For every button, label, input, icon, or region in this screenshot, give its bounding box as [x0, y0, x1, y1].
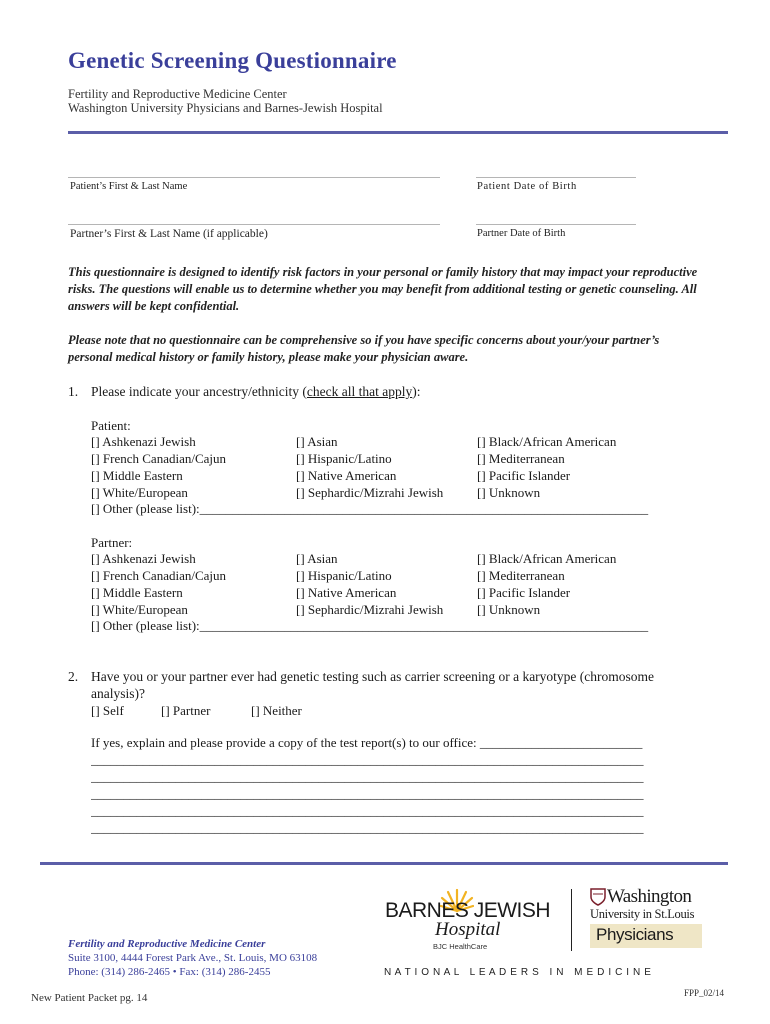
q1-patient-label: Patient: [91, 418, 131, 433]
checkbox-option[interactable]: [] Unknown [477, 485, 541, 500]
checkbox-option[interactable]: [] French Canadian/Cajun [91, 568, 227, 583]
q1-partner-col2 [296, 550, 443, 618]
checkbox-option[interactable]: [] Native American [296, 585, 397, 600]
q1-partner-col3 [477, 550, 616, 618]
q2-blank-line[interactable]: _____________________________________________________________________________________ [91, 769, 644, 784]
checkbox-option[interactable]: [] Unknown [477, 602, 541, 617]
q1-patient-other[interactable]: [] Other (please list):_____________________________________________________________________ [91, 501, 649, 516]
q1-text: Please indicate your ancestry/ethnicity (check all that apply): [91, 384, 421, 399]
checkbox-option[interactable]: [] Middle Eastern [91, 585, 183, 600]
intro-paragraph: This questionnaire is designed to identify risk factors in your personal or family history that may impact your reproductive risks. The questions will enable us to determine whether you may benefit from additional testing or genetic counseling. All answers will be kept confidential. [68, 265, 698, 313]
q1-patient-col3 [477, 433, 616, 501]
header-subtitle-1: Fertility and Reproductive Medicine Center [68, 87, 287, 101]
partner-dob-label: Partner Date of Birth [477, 228, 566, 239]
shield-icon [590, 888, 606, 906]
form-code: FPP_02/14 [684, 988, 725, 998]
checkbox-option[interactable]: [] Hispanic/Latino [296, 568, 392, 583]
checkbox-option[interactable]: [] Asian [296, 551, 338, 566]
washu-subtitle: University in St.Louis [590, 907, 695, 921]
header-subtitle-2: Washington University Physicians and Barnes-Jewish Hospital [68, 101, 383, 115]
q2-option-self[interactable]: [] Self [91, 703, 124, 718]
patient-name-label: Patient’s First & Last Name [70, 181, 188, 192]
partner-name-line[interactable] [68, 224, 440, 225]
q2-option-neither[interactable]: [] Neither [251, 703, 302, 718]
tagline: N A T I O N A L L E A D E R S I N M E D I C I N E [384, 967, 652, 978]
washu-wordmark: Washington [607, 886, 692, 907]
q2-text: Have you or your partner ever had genetic testing such as carrier screening or a karyotype (chromosome analysis)? [91, 669, 655, 701]
checkbox-option[interactable]: [] Asian [296, 434, 338, 449]
logo-divider [571, 889, 572, 951]
bjh-hospital: Hospital [435, 919, 501, 940]
footer-divider [40, 862, 728, 865]
footer-phone: Phone: (314) 286-2465 • Fax: (314) 286-2455 [68, 966, 271, 978]
checkbox-option[interactable]: [] Black/African American [477, 551, 617, 566]
checkbox-option[interactable]: [] French Canadian/Cajun [91, 451, 227, 466]
bjc-label: BJC HealthCare [433, 942, 488, 951]
checkbox-option[interactable]: [] White/European [91, 602, 188, 617]
q1-partner-label: Partner: [91, 535, 133, 550]
checkbox-option[interactable]: [] Sephardic/Mizrahi Jewish [296, 602, 444, 617]
q1-number: 1. [68, 384, 79, 399]
patient-name-line[interactable] [68, 177, 440, 178]
footer-org: Fertility and Reproductive Medicine Center [68, 938, 266, 950]
barnes-jewish-logo [385, 885, 555, 955]
page-title: Genetic Screening Questionnaire [68, 48, 397, 73]
q1-partner-col1 [91, 550, 226, 618]
q2-blank-line[interactable]: _____________________________________________________________________________________ [91, 803, 644, 818]
q2-explain[interactable]: If yes, explain and please provide a copy of the test report(s) to our office: _________________________ [91, 735, 643, 750]
checkbox-option[interactable]: [] Mediterranean [477, 451, 565, 466]
checkbox-option[interactable]: [] Pacific Islander [477, 585, 571, 600]
washu-logo [590, 886, 715, 954]
q2-blank-line[interactable]: _____________________________________________________________________________________ [91, 786, 644, 801]
q2-number: 2. [68, 669, 79, 684]
note-paragraph: Please note that no questionnaire can be comprehensive so if you have specific concerns about your/your partner’s personal medical history or family history, please make your physician aware. [68, 333, 660, 364]
physicians-label: Physicians [596, 925, 674, 944]
q1-patient-col1 [91, 433, 226, 501]
checkbox-option[interactable]: [] Ashkenazi Jewish [91, 434, 196, 449]
q2-blank-line[interactable]: _____________________________________________________________________________________ [91, 820, 644, 835]
bjh-wordmark: BARNES JEWISH [385, 899, 551, 922]
footer-address: Suite 3100, 4444 Forest Park Ave., St. Louis, MO 63108 [68, 952, 318, 964]
checkbox-option[interactable]: [] Hispanic/Latino [296, 451, 392, 466]
checkbox-option[interactable]: [] Sephardic/Mizrahi Jewish [296, 485, 444, 500]
partner-dob-line[interactable] [476, 224, 636, 225]
q1-partner-other[interactable]: [] Other (please list):_____________________________________________________________________ [91, 618, 649, 633]
checkbox-option[interactable]: [] Ashkenazi Jewish [91, 551, 196, 566]
checkbox-option[interactable]: [] Mediterranean [477, 568, 565, 583]
partner-name-label: Partner’s First & Last Name (if applicable) [70, 228, 268, 240]
patient-dob-line[interactable] [476, 177, 636, 178]
checkbox-option[interactable]: [] White/European [91, 485, 188, 500]
checkbox-option[interactable]: [] Pacific Islander [477, 468, 571, 483]
checkbox-option[interactable]: [] Middle Eastern [91, 468, 183, 483]
q1-patient-col2 [296, 433, 443, 501]
q2-option-partner[interactable]: [] Partner [161, 703, 211, 718]
patient-dob-label: Patient Date of Birth [477, 181, 577, 192]
checkbox-option[interactable]: [] Black/African American [477, 434, 617, 449]
q2-blank-line[interactable]: _____________________________________________________________________________________ [91, 752, 644, 767]
checkbox-option[interactable]: [] Native American [296, 468, 397, 483]
header-divider [68, 131, 728, 134]
page-number: New Patient Packet pg. 14 [31, 992, 148, 1004]
